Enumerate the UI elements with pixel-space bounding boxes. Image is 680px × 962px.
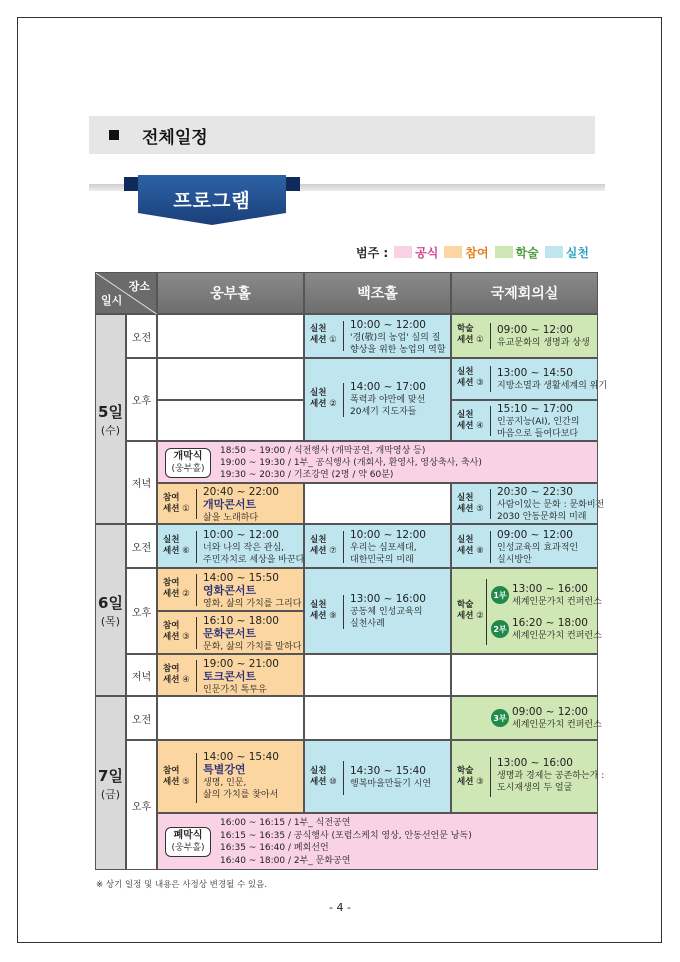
session-number: ③ bbox=[182, 632, 190, 642]
session-academic-part3 bbox=[451, 696, 602, 740]
period-am: 오전 bbox=[126, 314, 157, 358]
session-time: 13:00 ~ 14:50 bbox=[497, 367, 573, 379]
session-title: 특별강연 bbox=[203, 763, 246, 776]
session-desc: 실시방안 bbox=[497, 555, 532, 565]
session-desc: 너와 나의 작은 관심, bbox=[203, 543, 284, 553]
day-label: 6일 bbox=[98, 593, 123, 612]
session-type: 실천 bbox=[163, 535, 180, 545]
session-desc: 도시재생의 두 얼굴 bbox=[497, 783, 573, 793]
session-practice-7 bbox=[304, 524, 451, 568]
session-practice-8 bbox=[451, 524, 598, 568]
session-type: 실천 bbox=[310, 766, 327, 776]
session-word: 세션 bbox=[457, 546, 474, 556]
closing-ceremony bbox=[157, 813, 598, 870]
closing-place: (웅부홀) bbox=[171, 843, 205, 853]
session-word: 세션 bbox=[163, 632, 180, 642]
session-word: 세션 bbox=[310, 611, 327, 621]
session-desc: 세계인문가치 컨퍼런스 bbox=[512, 720, 602, 730]
session-time: 09:00 ~ 12:00 bbox=[497, 324, 573, 336]
empty-cell bbox=[304, 483, 451, 524]
session-word: 세션 bbox=[163, 675, 180, 685]
session-number: ⑩ bbox=[329, 777, 337, 787]
part-1-badge: 1부 bbox=[491, 586, 509, 604]
ribbon-fold-left bbox=[124, 177, 138, 191]
session-type: 참여 bbox=[163, 664, 180, 674]
session-desc: 폭력과 야만에 맞선 bbox=[350, 395, 426, 405]
session-type: 학술 bbox=[457, 324, 474, 334]
closing-line: 16:40 ~ 18:00 / 2부_ 문화공연 bbox=[220, 855, 351, 866]
session-word: 세션 bbox=[457, 777, 474, 787]
legend-item-academic: 학술 bbox=[515, 245, 539, 260]
program-label: 프로그램 bbox=[173, 190, 251, 212]
session-desc: 인공지능(AI), 인간의 bbox=[497, 417, 580, 427]
empty-cell bbox=[304, 654, 451, 696]
session-time: 09:00 ~ 12:00 bbox=[512, 706, 588, 718]
session-time: 13:00 ~ 16:00 bbox=[350, 593, 426, 605]
session-word: 세션 bbox=[457, 611, 474, 621]
session-desc: 실천사례 bbox=[350, 619, 385, 629]
session-practice-2 bbox=[304, 358, 451, 441]
session-time: 13:00 ~ 16:00 bbox=[512, 583, 588, 595]
session-number: ⑤ bbox=[476, 504, 484, 514]
session-type: 참여 bbox=[163, 578, 180, 588]
session-title: 문화콘서트 bbox=[203, 627, 257, 640]
session-desc: 인성교육의 효과적인 bbox=[497, 543, 579, 553]
weekday-label: (금) bbox=[100, 787, 121, 801]
session-type: 실천 bbox=[457, 367, 474, 377]
session-desc: 세계인문가치 컨퍼런스 bbox=[512, 631, 602, 641]
footnote: ※ 상기 일정 및 내용은 사정상 변경될 수 있음. bbox=[96, 880, 268, 890]
legend-item-official: 공식 bbox=[415, 245, 439, 260]
closing-line: 16:00 ~ 16:15 / 1부_ 식전공연 bbox=[220, 818, 351, 828]
closing-line: 16:15 ~ 16:35 / 공식행사 (포럼스케치 영상, 안동선언문 낭독) bbox=[220, 830, 472, 841]
session-number: ① bbox=[182, 504, 190, 514]
period-pm: 오후 bbox=[126, 358, 157, 441]
day-label: 5일 bbox=[98, 402, 123, 421]
day-cell-5 bbox=[95, 314, 126, 524]
page-title: 전체일정 bbox=[142, 128, 208, 148]
session-word: 세션 bbox=[163, 777, 180, 787]
day-label: 7일 bbox=[98, 766, 123, 785]
session-time: 10:00 ~ 12:00 bbox=[203, 529, 279, 541]
legend-swatch-practice bbox=[545, 246, 563, 258]
session-time: 13:00 ~ 16:00 bbox=[497, 757, 573, 769]
session-academic-2 bbox=[451, 568, 602, 654]
weekday-label: (수) bbox=[100, 423, 121, 437]
session-academic-1 bbox=[451, 314, 598, 358]
session-number: ⑨ bbox=[329, 611, 337, 621]
session-desc: 공동체 인성교육의 bbox=[350, 607, 423, 617]
empty-cell bbox=[157, 358, 304, 400]
session-practice-3 bbox=[451, 358, 608, 400]
schedule-table bbox=[95, 272, 608, 870]
session-participation-2 bbox=[157, 568, 304, 611]
session-word: 세션 bbox=[310, 546, 327, 556]
session-participation-1 bbox=[157, 483, 304, 524]
session-desc: 우리는 심포세대, bbox=[350, 543, 417, 553]
session-time: 16:10 ~ 18:00 bbox=[203, 615, 279, 627]
session-word: 세션 bbox=[310, 777, 327, 787]
session-practice-6 bbox=[157, 524, 304, 568]
session-number: ③ bbox=[476, 378, 484, 388]
period-eve: 저녁 bbox=[126, 441, 157, 524]
session-time: 10:00 ~ 12:00 bbox=[350, 529, 426, 541]
session-desc: 대한민국의 미래 bbox=[350, 555, 414, 565]
corner-place-label: 장소 bbox=[128, 280, 150, 293]
session-word: 세션 bbox=[163, 546, 180, 556]
period-pm: 오후 bbox=[126, 740, 157, 870]
legend-item-participation: 참여 bbox=[465, 245, 489, 260]
empty-cell bbox=[451, 654, 598, 696]
ribbon-fold-right bbox=[286, 177, 300, 191]
session-desc: 문화, 삶의 가치를 말하다 bbox=[203, 642, 302, 652]
session-participation-4 bbox=[157, 654, 304, 696]
session-type: 학술 bbox=[457, 766, 474, 776]
session-type: 학술 bbox=[457, 600, 474, 610]
legend-label: 범주 : bbox=[356, 245, 389, 260]
session-word: 세션 bbox=[457, 378, 474, 388]
venue-header-baekjo: 백조홀 bbox=[304, 272, 451, 314]
session-time: 14:00 ~ 17:00 bbox=[350, 381, 426, 393]
session-desc: 세계인문가치 컨퍼런스 bbox=[512, 597, 602, 607]
session-desc: 주민자치로 세상을 바꾼다 bbox=[203, 555, 305, 565]
session-time: 20:30 ~ 22:30 bbox=[497, 486, 573, 498]
session-title: 개막콘서트 bbox=[203, 498, 257, 511]
part-2-badge: 2부 bbox=[491, 620, 509, 638]
session-time: 10:00 ~ 12:00 bbox=[350, 319, 426, 331]
session-time: 15:10 ~ 17:00 bbox=[497, 403, 573, 415]
session-desc: 20세기 지도자들 bbox=[350, 407, 417, 417]
session-desc: 삶을 노래하다 bbox=[203, 513, 259, 523]
empty-cell bbox=[157, 696, 304, 740]
legend-swatch-academic bbox=[495, 246, 513, 258]
legend-swatch-official bbox=[394, 246, 412, 258]
session-number: ⑥ bbox=[182, 546, 190, 556]
session-number: ② bbox=[182, 589, 190, 599]
session-number: ⑤ bbox=[182, 777, 190, 787]
corner-header bbox=[95, 272, 157, 314]
session-type: 실천 bbox=[310, 388, 327, 398]
session-desc: 마음으로 들여다보다 bbox=[497, 429, 579, 439]
opening-line: 18:50 ~ 19:00 / 식전행사 (개막공연, 개막영상 등) bbox=[220, 446, 426, 456]
session-word: 세션 bbox=[163, 504, 180, 514]
session-time: 16:20 ~ 18:00 bbox=[512, 617, 588, 629]
session-type: 실천 bbox=[310, 535, 327, 545]
session-title: 토크콘서트 bbox=[203, 670, 257, 683]
session-type: 실천 bbox=[457, 410, 474, 420]
session-type: 실천 bbox=[457, 493, 474, 503]
session-word: 세션 bbox=[457, 504, 474, 514]
venue-header-conference: 국제회의실 bbox=[451, 272, 598, 314]
opening-title: 개막식 bbox=[173, 451, 203, 462]
session-desc: 생명, 인문, bbox=[203, 778, 247, 788]
session-word: 세션 bbox=[163, 589, 180, 599]
session-word: 세션 bbox=[310, 399, 327, 409]
category-legend bbox=[356, 244, 595, 260]
empty-cell bbox=[304, 696, 451, 740]
day-cell-6 bbox=[95, 524, 126, 696]
session-number: ⑦ bbox=[329, 546, 337, 556]
period-am: 오전 bbox=[126, 696, 157, 740]
session-number: ① bbox=[329, 335, 337, 345]
session-time: 14:00 ~ 15:40 bbox=[203, 751, 279, 763]
session-time: 19:00 ~ 21:00 bbox=[203, 658, 279, 670]
part-3-badge: 3부 bbox=[491, 709, 509, 727]
session-desc: 생명과 경제는 공존하는가 : bbox=[497, 771, 605, 781]
opening-place: (웅부홀) bbox=[171, 464, 205, 474]
session-word: 세션 bbox=[457, 335, 474, 345]
session-word: 세션 bbox=[457, 421, 474, 431]
legend-swatch-participation bbox=[444, 246, 462, 258]
session-type: 참여 bbox=[163, 621, 180, 631]
session-desc: 삶의 가치를 찾아서 bbox=[203, 790, 279, 800]
period-eve: 저녁 bbox=[126, 654, 157, 696]
session-time: 14:30 ~ 15:40 bbox=[350, 765, 426, 777]
session-type: 실천 bbox=[310, 324, 327, 334]
weekday-label: (목) bbox=[100, 614, 121, 628]
session-practice-9 bbox=[304, 568, 451, 654]
session-number: ② bbox=[476, 611, 484, 621]
opening-ceremony bbox=[157, 441, 598, 483]
opening-line: 19:00 ~ 19:30 / 1부_ 공식행사 (개회사, 환영사, 영상축사, 축사) bbox=[220, 458, 482, 468]
empty-cell bbox=[157, 314, 304, 358]
session-type: 실천 bbox=[457, 535, 474, 545]
closing-title: 폐막식 bbox=[173, 830, 203, 841]
session-time: 09:00 ~ 12:00 bbox=[497, 529, 573, 541]
session-type: 참여 bbox=[163, 766, 180, 776]
session-desc: 인문가치 톡투유 bbox=[203, 685, 267, 695]
empty-cell bbox=[157, 400, 304, 441]
session-number: ④ bbox=[476, 421, 484, 431]
session-desc: 유교문화의 생명과 상생 bbox=[497, 338, 590, 348]
closing-line: 16:35 ~ 16:40 / 폐회선언 bbox=[220, 843, 329, 853]
session-practice-5 bbox=[451, 483, 605, 524]
square-bullet-icon bbox=[109, 130, 119, 140]
session-participation-5 bbox=[157, 740, 304, 813]
session-title: 영화콘서트 bbox=[203, 584, 257, 597]
session-desc: 사람이있는 문화 : 문화비전 bbox=[497, 500, 605, 510]
legend-item-practice: 실천 bbox=[565, 245, 589, 260]
session-time: 14:00 ~ 15:50 bbox=[203, 572, 279, 584]
session-desc: 영화, 삶의 가치를 그리다 bbox=[203, 599, 302, 609]
session-participation-3 bbox=[157, 611, 304, 654]
session-type: 실천 bbox=[310, 600, 327, 610]
page-number: - 4 - bbox=[329, 901, 351, 914]
session-number: ② bbox=[329, 399, 337, 409]
session-number: ① bbox=[476, 335, 484, 345]
session-desc: '경(敬)의 농업' 실의 질 bbox=[350, 333, 441, 343]
session-number: ⑧ bbox=[476, 546, 484, 556]
session-type: 참여 bbox=[163, 493, 180, 503]
session-practice-4 bbox=[451, 400, 598, 441]
session-desc: 2030 안동문화의 미래 bbox=[497, 512, 587, 522]
opening-line: 19:30 ~ 20:30 / 기조강연 (2명 / 약 60분) bbox=[220, 470, 394, 480]
session-number: ④ bbox=[182, 675, 190, 685]
closing-badge bbox=[165, 827, 211, 857]
session-practice-10 bbox=[304, 740, 451, 813]
session-desc: 행복마을만들기 시연 bbox=[350, 779, 432, 789]
period-pm: 오후 bbox=[126, 568, 157, 654]
venue-header-woongbu: 웅부홀 bbox=[157, 272, 304, 314]
session-time: 20:40 ~ 22:00 bbox=[203, 486, 279, 498]
day-cell-7 bbox=[95, 696, 126, 870]
opening-badge bbox=[165, 448, 211, 478]
session-practice-1 bbox=[304, 314, 451, 358]
session-word: 세션 bbox=[310, 335, 327, 345]
period-am: 오전 bbox=[126, 524, 157, 568]
session-number: ③ bbox=[476, 777, 484, 787]
session-desc: 향상을 위한 농업의 역할 bbox=[350, 345, 446, 355]
corner-datetime-label: 일시 bbox=[101, 294, 123, 307]
session-academic-3 bbox=[451, 740, 605, 813]
session-desc: 지방소멸과 생활세계의 위기 bbox=[497, 381, 608, 391]
